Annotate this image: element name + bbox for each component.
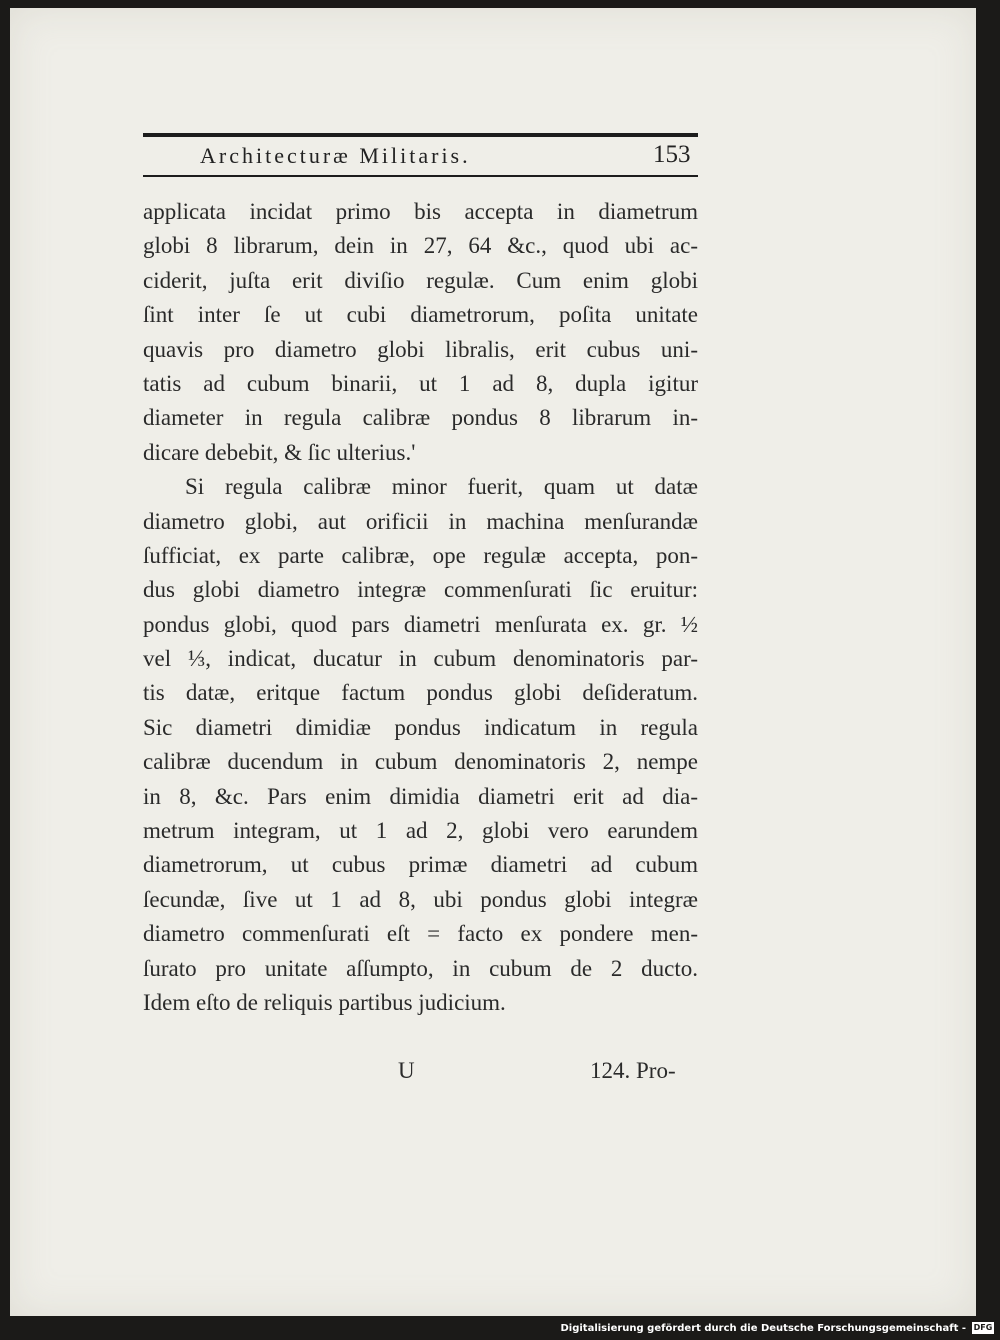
running-head: Architecturæ Militaris. (200, 143, 471, 168)
text-line: ciderit, juſta erit diviſio regulæ. Cum enim globi (143, 267, 698, 293)
text-line: Sic diametri dimidiæ pondus indicatum in regula (143, 714, 698, 740)
signature-mark: U (398, 1058, 415, 1083)
text-line: ſint inter ſe ut cubi diametrorum, poſita unitate (143, 302, 698, 328)
text-line: applicata incidat primo bis accepta in diametrum (143, 199, 698, 224)
text-line: pondus globi, quod pars diametri menſurata ex. gr. ½ (143, 611, 698, 637)
text-line: Si regula calibræ minor fuerit, quam ut datæ (185, 474, 698, 500)
page-number: 153 (653, 141, 691, 168)
text-line: tis datæ, eritque factum pondus globi deſideratum. (143, 680, 698, 706)
text-line: tatis ad cubum binarii, ut 1 ad 8, dupla igitur (143, 370, 698, 396)
text-line: Idem eſto de reliquis partibus judicium. (143, 989, 506, 1015)
text-line: globi 8 librarum, dein in 27, 64 &c., quod ubi ac- (143, 233, 698, 259)
text-line: diametro globi, aut orificii in machina menſurandæ (143, 508, 698, 534)
text-line: diametrorum, ut cubus primæ diametri ad cubum (143, 852, 698, 878)
text-line: dicare debebit, & ſic ulterius.' (143, 439, 416, 465)
body-text (143, 195, 698, 1020)
text-line: in 8, &c. Pars enim dimidia diametri erit ad dia- (143, 783, 698, 809)
text-line: quavis pro diametro globi libralis, erit cubus uni- (143, 336, 698, 362)
catchword: 124. Pro- (590, 1058, 676, 1083)
text-line: diameter in regula calibræ pondus 8 librarum in- (143, 405, 698, 431)
digitization-credit: Digitalisierung gefördert durch die Deutsche Forschungsgemeinschaft - (560, 1323, 966, 1334)
text-line: ſufficiat, ex parte calibræ, ope regulæ accepta, pon- (143, 542, 698, 568)
header-rule-bottom (143, 175, 698, 177)
text-line: calibræ ducendum in cubum denominatoris 2, nempe (143, 749, 698, 775)
text-line: ſecundæ, ſive ut 1 ad 8, ubi pondus globi integræ (143, 886, 698, 912)
text-line: metrum integram, ut 1 ad 2, globi vero earundem (143, 818, 698, 844)
header-rule-top (143, 133, 698, 137)
text-line: dus globi diametro integræ commenſurati ſic eruitur: (143, 577, 698, 603)
text-line: diametro commenſurati eſt = facto ex pondere men- (143, 921, 698, 947)
dfg-logo: DFG (973, 1323, 993, 1332)
text-line: ſurato pro unitate aſſumpto, in cubum de 2 ducto. (143, 955, 698, 981)
text-line: vel ⅓, indicat, ducatur in cubum denominatoris par- (143, 646, 698, 672)
